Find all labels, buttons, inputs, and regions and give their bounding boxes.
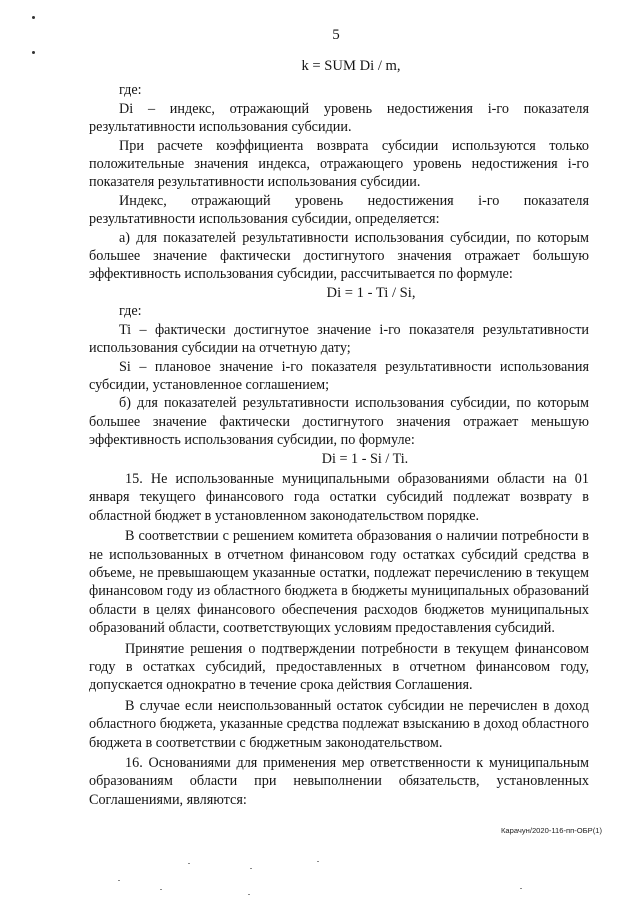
formula-b: Di = 1 - Si / Ti. <box>321 450 409 467</box>
formula-a: Di = 1 - Ti / Si, <box>326 284 416 301</box>
page-number: 5 <box>332 27 340 43</box>
definition-di: Di – индекс, отражающий уровень недостижения i-го показателя результативности использования субсидии. <box>89 100 589 136</box>
footer-code: Карачун/2020-116-пп-ОБР(1) <box>500 826 602 835</box>
paragraph-unused-remainder: В случае если неиспользованный остаток субсидии не перечислен в доход областного бюджета, указанные средства подлежат взысканию в доход областного бюджета в соответствии с бюджетным законодательством. <box>89 697 589 751</box>
definition-ti: Ti – фактически достигнутое значение i-го показателя результативности использования субсидии на отчетную дату; <box>89 321 589 357</box>
scan-speck <box>160 889 162 890</box>
paragraph-index-line1: Индекс, отражающий уровень недостижения i-го показателя <box>119 192 589 209</box>
paragraph-index-line2: результативности использования субсидии, определяется: <box>89 211 440 228</box>
scan-dot <box>32 51 35 54</box>
scan-speck <box>248 894 250 895</box>
paragraph-acceptance: Принятие решения о подтверждении потребности в текущем финансовом году в остатках субсидий, предоставленных в отчетном финансовом году, допускается однократно в течение срока действия Соглашения. <box>89 640 589 694</box>
scan-speck <box>520 888 522 889</box>
scan-speck <box>317 861 319 862</box>
paragraph-positive-values: При расчете коэффициента возврата субсидии используются только положительные значения индекса, отражающего уровень недостижения i-го показателя результативности использования субсидии. <box>89 137 589 191</box>
scan-speck <box>118 880 120 881</box>
paragraph-16: 16. Основаниями для применения мер ответственности к муниципальным образованиям области при невыполнении обязательств, установленных Соглашениями, являются: <box>89 755 589 808</box>
formula-k: k = SUM Di / m, <box>301 58 401 74</box>
paragraph-b: б) для показателей результативности использования субсидии, по которым большее значение фактически достигнутого значения отражает меньшую эффективность использования субсидии, по формуле: <box>89 395 589 449</box>
paragraph-a: а) для показателей результативности использования субсидии, по которым большее значение фактически достигнутого значения отражает большую эффективность использования субсидии, рассчитывается по формуле: <box>89 229 589 283</box>
scan-speck <box>188 863 190 864</box>
paragraph-decision: В соответствии с решением комитета образования о наличии потребности в не использованных в отчетном финансовом году остатках субсидий средства в объеме, не превышающем указанные остатки, подлежат перечислению в текущем финансовом году из областного бюджета в бюджеты муниципальных образований области в целях финансового обеспечения расходов бюджетов муниципальных образований области, соответствующих условиям предоставления субсидий. <box>89 528 589 637</box>
scan-dot <box>32 16 35 19</box>
scan-speck <box>250 868 252 869</box>
document-body <box>89 57 589 809</box>
paragraph-15: 15. Не использованные муниципальными образованиями области на 01 января текущего финансового года остатки субсидий подлежат возврату в областной бюджет в установленном законодательством порядке. <box>89 470 589 524</box>
definition-si: Si – плановое значение i-го показателя результативности использования субсидии, установленное соглашением; <box>89 358 589 393</box>
where-label: где: <box>119 82 142 99</box>
where-label: где: <box>119 303 142 320</box>
